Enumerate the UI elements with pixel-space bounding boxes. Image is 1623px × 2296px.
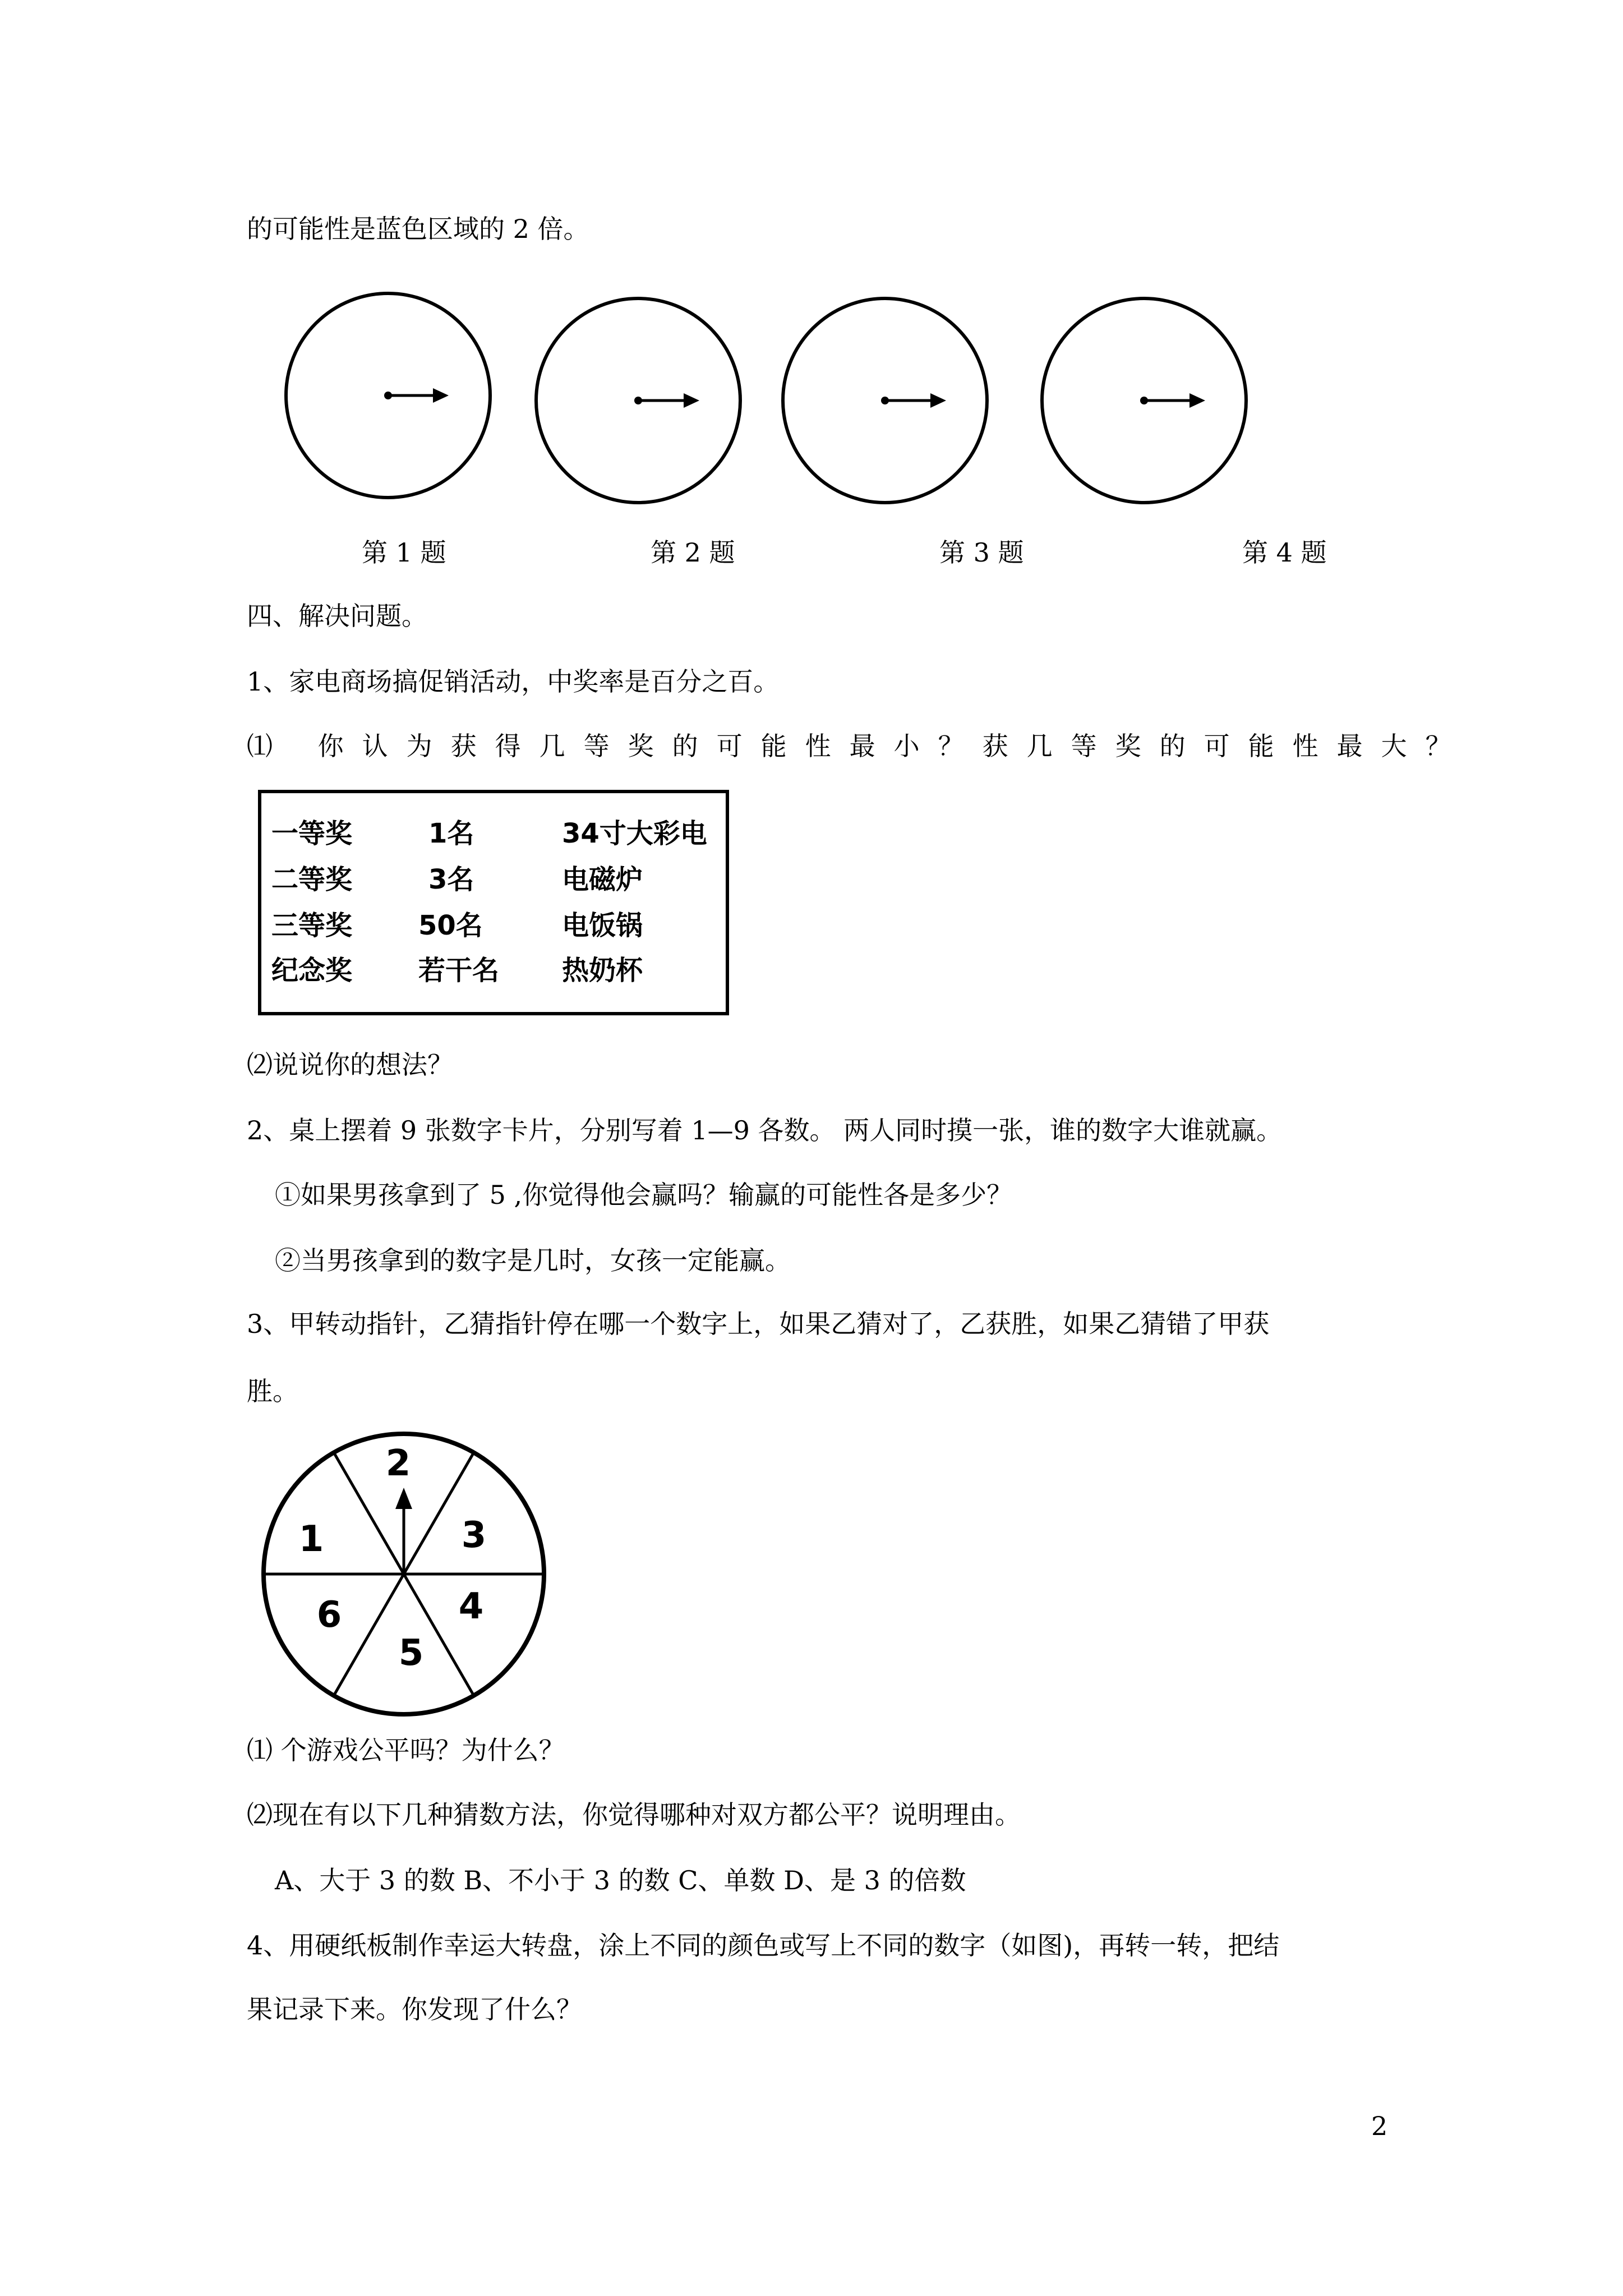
- q3-part1: ⑴ 个游戏公平吗？为什么？: [247, 1735, 565, 1765]
- q4-line1: 4、用硬纸板制作幸运大转盘，涂上不同的颜色或写上不同的数字（如图)，再转一转，把结: [247, 1930, 1280, 1961]
- circle-caption-2: 第 2 题: [651, 537, 735, 568]
- spinner-number-4: 4: [458, 1586, 484, 1627]
- prize-item: 电饭锅: [562, 910, 643, 941]
- q3-options: A、大于 3 的数 B、不小于 3 的数 C、单数 D、是 3 的倍数: [275, 1865, 966, 1895]
- q1-part2: ⑵说说你的想法？: [247, 1050, 453, 1080]
- spinner-number-3: 3: [461, 1515, 487, 1556]
- prize-item: 热奶杯: [562, 955, 643, 986]
- prize-item: 电磁炉: [562, 864, 643, 895]
- intro-tail-text: 的可能性是蓝色区域的 2 倍。: [247, 214, 589, 244]
- q1-title: 1、家电商场搞促销活动，中奖率是百分之百。: [247, 666, 780, 697]
- prize-count: 3名: [428, 864, 474, 895]
- prize-count: 50名: [418, 910, 483, 941]
- spinner-number-2: 2: [385, 1443, 411, 1484]
- q4-line2: 果记录下来。你发现了什么？: [247, 1994, 582, 2024]
- prize-level: 一等奖: [271, 818, 353, 849]
- section-title: 四、解决问题。: [247, 601, 427, 631]
- q2-part2: ②当男孩拿到的数字是几时，女孩一定能赢。: [275, 1245, 791, 1276]
- q2-title: 2、桌上摆着 9 张数字卡片，分别写着 1—9 各数。 两人同时摸一张，谁的数字大谁就赢。: [247, 1115, 1283, 1145]
- spinner-number-1: 1: [298, 1519, 324, 1560]
- q3-title-line1: 3、甲转动指针，乙猜指针停在哪一个数字上，如果乙猜对了，乙获胜，如果乙猜错了甲获: [247, 1309, 1270, 1339]
- spinner-number-6: 6: [316, 1594, 342, 1636]
- prize-level: 纪念奖: [271, 955, 353, 986]
- prize-item: 34寸大彩电: [562, 818, 707, 849]
- spinner-number-5: 5: [398, 1632, 424, 1674]
- q3-part2: ⑵现在有以下几种猜数方法，你觉得哪种对双方都公平？说明理由。: [247, 1800, 1021, 1830]
- q1-part1: ⑴ 你认为获得几等奖的可能性最小？获几等奖的可能性最大？: [247, 731, 1470, 761]
- prize-count: 若干名: [418, 955, 500, 986]
- circle-caption-1: 第 1 题: [362, 537, 446, 568]
- prize-level: 三等奖: [271, 910, 353, 941]
- prize-level: 二等奖: [271, 864, 353, 895]
- circle-caption-3: 第 3 题: [939, 537, 1024, 568]
- prize-count: 1名: [428, 818, 474, 849]
- q2-part1: ①如果男孩拿到了 5 ,你觉得他会赢吗？输赢的可能性各是多少？: [275, 1180, 1013, 1210]
- page-number: 2: [1371, 2111, 1388, 2141]
- q3-title-line2: 胜。: [247, 1376, 298, 1406]
- circle-caption-4: 第 4 题: [1242, 537, 1327, 568]
